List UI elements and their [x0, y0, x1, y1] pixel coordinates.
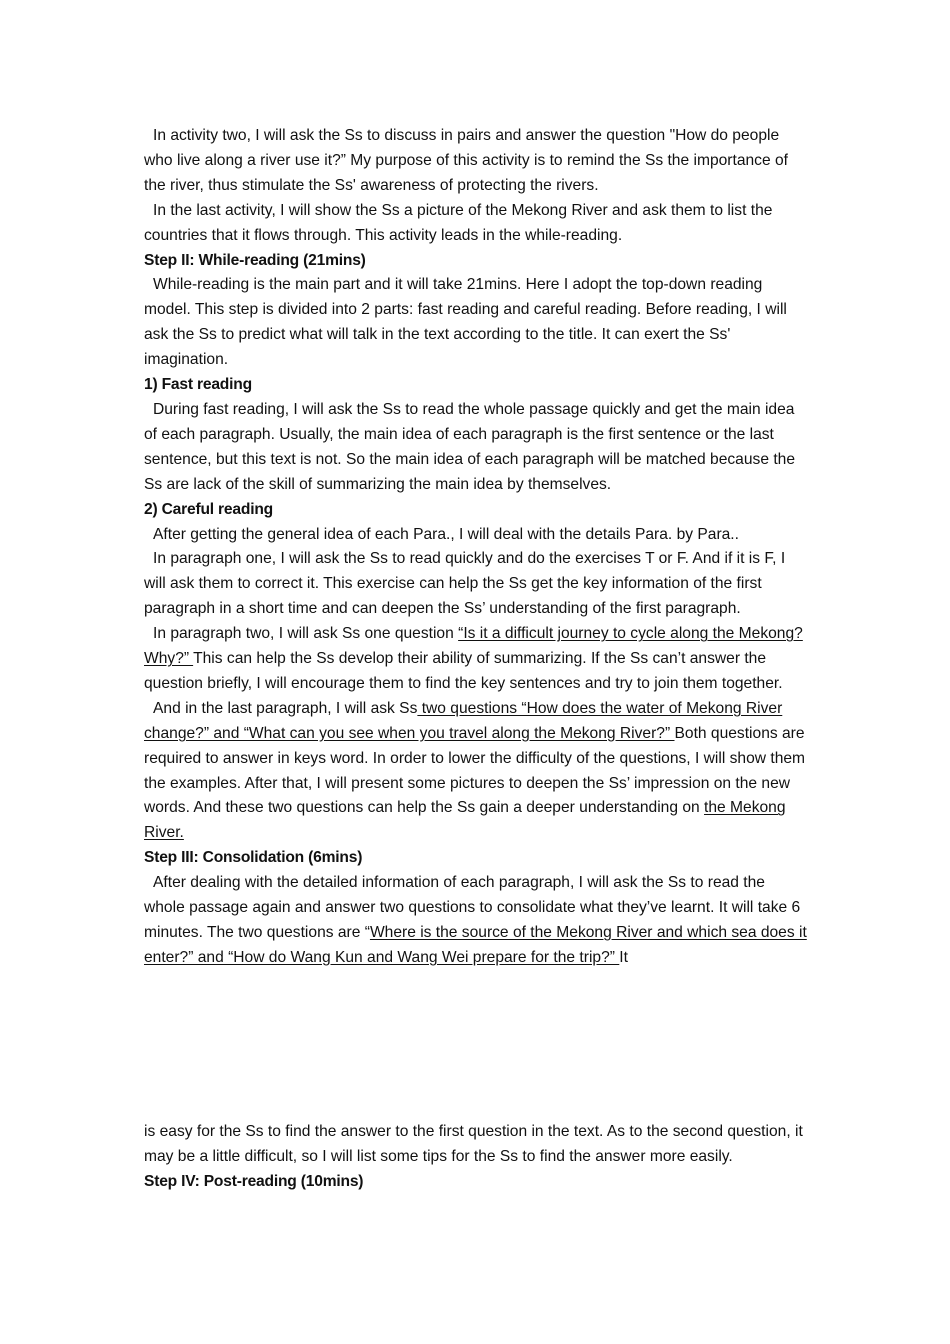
document-page-2 — [144, 1120, 810, 1195]
underlined-question: Where is the source of the Mekong River and which sea does it enter?” and “How do Wang Kun and Wang Wei prepare for the trip?” — [144, 924, 807, 966]
text-segment: It — [619, 948, 628, 966]
text-segment: And in the last paragraph, I will ask Ss — [153, 699, 418, 717]
document-page-1 — [144, 124, 810, 971]
text-segment: Both questions are required to answer in keys word. In order to lower the difficulty of the questions, I will show them the examples. After that, I will present some pictures to deepen the Ss’ impression on the new words. And these two questions can help the Ss gain a deeper understanding on — [144, 724, 806, 817]
heading-careful-reading: 2) Careful reading — [144, 500, 273, 518]
text-segment: This can help the Ss develop their ability of summarizing. If the Ss can’t answer the question briefly, I will encourage them to find the key sentences and try to join them together. — [144, 650, 783, 692]
paragraph-general-idea: After getting the general idea of each Para., I will deal with the details Para. by Para.. — [153, 525, 739, 543]
heading-step-2: Step II: While-reading (21mins) — [144, 251, 366, 269]
heading-step-4: Step IV: Post-reading (10mins) — [144, 1172, 364, 1190]
paragraph-fast-reading: During fast reading, I will ask the Ss to read the whole passage quickly and get the main idea of each paragraph. Usually, the main idea of each paragraph is the first sentence or the last sentence, but this text is not. So the main idea of each paragraph will be matched because the Ss are lack of the skill of summarizing the main idea by themselves. — [144, 400, 796, 493]
paragraph-last-para — [144, 697, 810, 846]
underlined-question: “Is it a difficult journey to cycle along the Mekong? Why?” — [144, 625, 803, 668]
paragraph-para-one: In paragraph one, I will ask the Ss to read quickly and do the exercises T or F. And if it is F, I will ask them to correct it. This exercise can help the Ss get the key information of the first paragraph in a short time and can deepen the Ss’ understanding of the first paragraph. — [144, 550, 786, 618]
heading-step-3: Step III: Consolidation (6mins) — [144, 849, 363, 867]
paragraph-continuation: is easy for the Ss to find the answer to the first question in the text. As to the second question, it may be a little difficult, so I will list some tips for the Ss to find the answer more easily. — [144, 1123, 803, 1165]
text-segment: In paragraph two, I will ask Ss one question — [153, 625, 459, 643]
paragraph-para-two — [144, 622, 810, 697]
paragraph-while-reading: While-reading is the main part and it will take 21mins. Here I adopt the top-down reading model. This step is divided into 2 parts: fast reading and careful reading. Before reading, I will ask the Ss to predict what will talk in the text according to the title. It can exert the Ss' imagination. — [144, 276, 787, 369]
heading-fast-reading: 1) Fast reading — [144, 376, 252, 394]
paragraph-consolidation — [144, 871, 810, 971]
paragraph-last-activity: In the last activity, I will show the Ss a picture of the Mekong River and ask them to list the countries that it flows through. This activity leads in the while-reading. — [144, 201, 773, 244]
paragraph-activity-two: In activity two, I will ask the Ss to discuss in pairs and answer the question "How do people who live along a river use it?” My purpose of this activity is to remind the Ss the importance of the river, thus stimulate the Ss' awareness of protecting the rivers. — [144, 127, 788, 194]
text-segment: After dealing with the detailed information of each paragraph, I will ask the Ss to read the whole passage again and answer two questions to consolidate what they’ve learnt. It will take 6 minutes. The two questions are “ — [144, 874, 801, 941]
underlined-phrase: the Mekong River. — [144, 799, 786, 842]
underlined-question: two questions “How does the water of Mekong River change?” and “What can you see when you travel along the Mekong River?” — [144, 699, 783, 742]
